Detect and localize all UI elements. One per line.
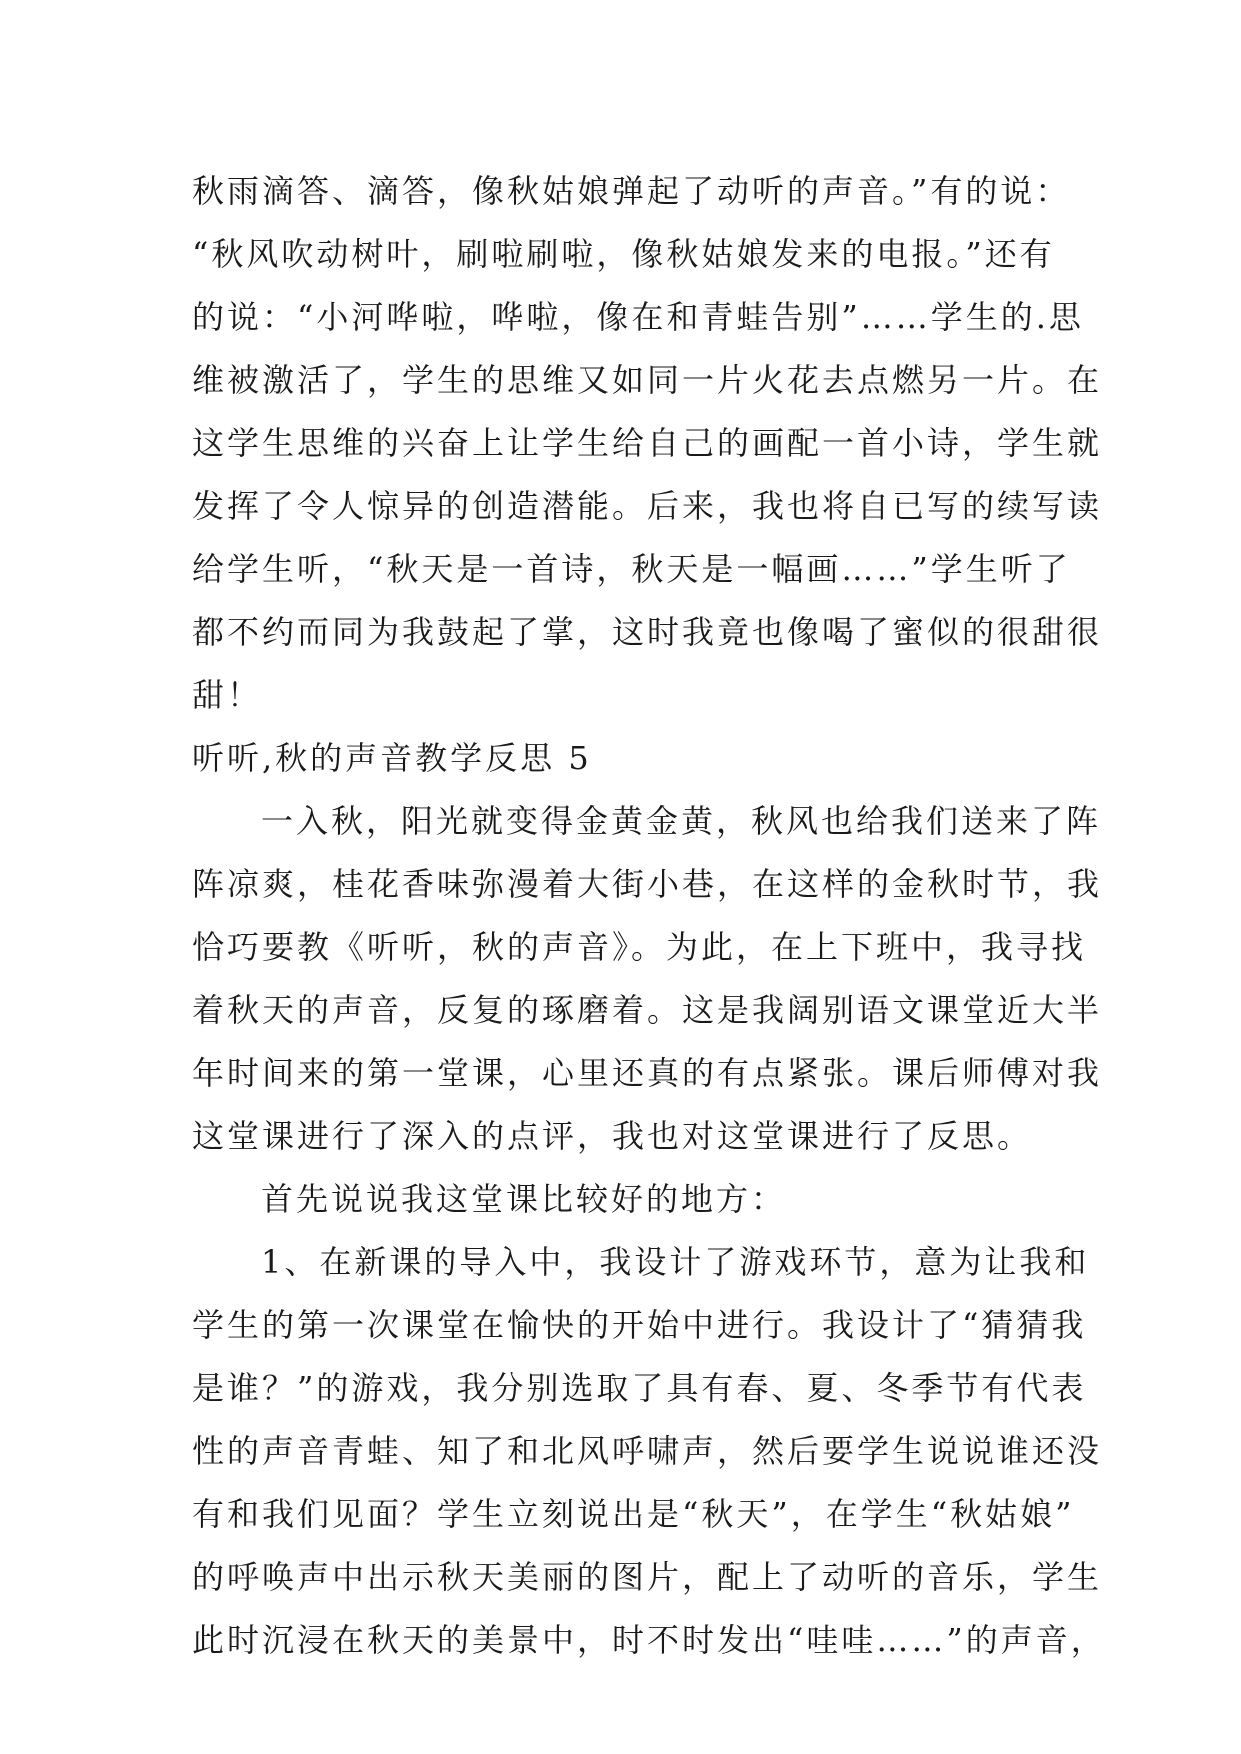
text-line: 着秋天的声音，反复的琢磨着。这是我阔别语文课堂近大半 [192,991,1103,1029]
section-heading: 听听,秋的声音教学反思 5 [192,739,592,777]
text-line: 给学生听，“秋天是一首诗，秋天是一幅画……”学生听了 [192,550,1071,588]
text-line: 1、在新课的导入中，我设计了游戏环节，意为让我和 [261,1243,1090,1281]
text-line: 这学生思维的兴奋上让学生给自己的画配一首小诗，学生就 [192,424,1103,462]
text-line: 性的声音青蛙、知了和北风呼啸声，然后要学生说说谁还没 [192,1432,1103,1470]
text-line: 阵凉爽，桂花香味弥漫着大街小巷，在这样的金秋时节，我 [192,865,1103,903]
document-body [192,160,1106,1672]
text-line: 有和我们见面？学生立刻说出是“秋天”，在学生“秋姑娘” [192,1495,1075,1533]
text-line: 一入秋，阳光就变得金黄金黄，秋风也给我们送来了阵 [261,802,1102,840]
text-line: 是谁？”的游戏，我分别选取了具有春、夏、冬季节有代表 [192,1369,1087,1407]
text-line: 恰巧要教《听听，秋的声音》。为此，在上下班中，我寻找 [192,928,1087,966]
text-line: 发挥了令人惊异的创造潜能。后来，我也将自已写的续写读 [192,487,1103,525]
text-line: 年时间来的第一堂课，心里还真的有点紧张。课后师傅对我 [192,1054,1103,1092]
text-line: “秋风吹动树叶，刷啦刷啦，像秋姑娘发来的电报。”还有 [192,235,1055,273]
text-line: 的说：“小河哗啦，哗啦，像在和青蛙告别”……学生的.思 [192,298,1084,336]
text-line: 都不约而同为我鼓起了掌，这时我竟也像喝了蜜似的很甜很 [192,613,1103,651]
text-line: 首先说说我这堂课比较好的地方： [261,1180,787,1218]
text-line: 的呼唤声中出示秋天美丽的图片，配上了动听的音乐，学生 [192,1558,1103,1596]
text-line: 甜！ [192,676,263,714]
text-line: 此时沉浸在秋天的美景中，时不时发出“哇哇……”的声音， [192,1621,1106,1659]
text-line: 学生的第一次课堂在愉快的开始中进行。我设计了“猜猜我 [192,1306,1087,1344]
text-line: 这堂课进行了深入的点评，我也对这堂课进行了反思。 [192,1117,1033,1155]
text-line: 维被激活了，学生的思维又如同一片火花去点燃另一片。在 [192,361,1103,399]
text-line: 秋雨滴答、滴答，像秋姑娘弹起了动听的声音。”有的说： [192,172,1071,210]
